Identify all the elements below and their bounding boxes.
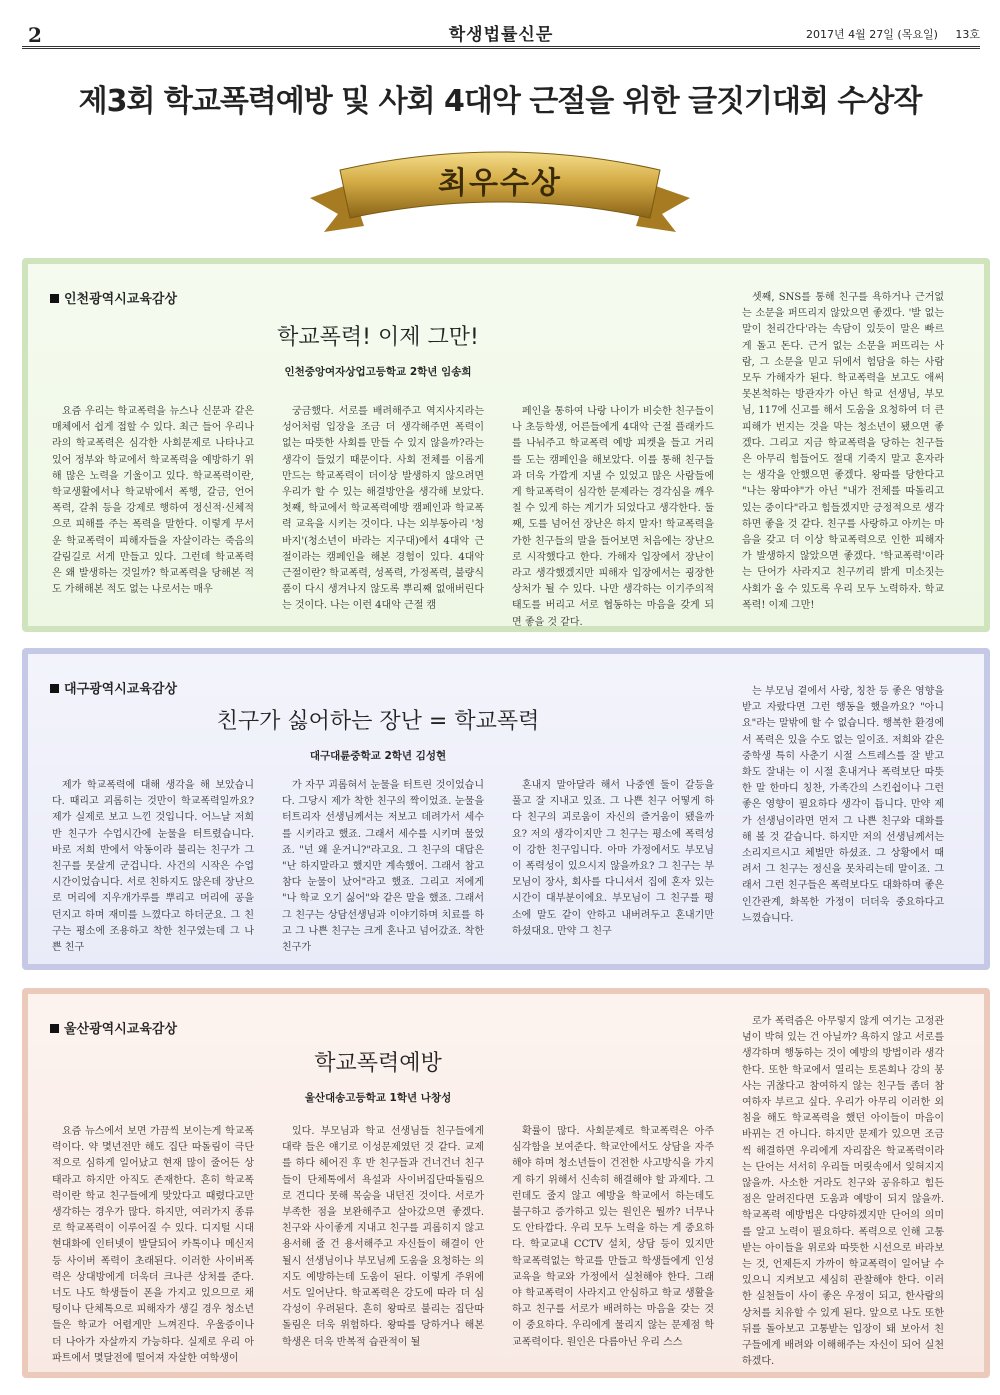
essay-column-3: 혼내지 말아달라 해서 나중엔 둘이 갈등을 풀고 잘 지내고 있죠. 그 나쁜 친구 어떻게 하다 친구의 괴로움이 자신의 즐거움이 됐을까요? 저의 생각이지만 그 친구는 평소에 폭력성이 강한 친구입니다. 아마 가정에서도 부모님이 폭력성이 있으시지 않을까요? 그 친구는 부모님이 장사, 회사를 다니셔서 집에 혼자 있는 시간이 대부분이에요. 부모님이 그 친구를 평소에 말도 같이 안하고 내버려두고 혼내기만 하셨대요. 만약 그 친구: [512, 780, 714, 937]
essay-title: 학교폭력예방: [314, 1051, 442, 1076]
essay-column-2: 궁금했다. 서로를 배려해주고 역지사지라는 성어처럼 입장을 조금 더 생각해주면 폭력이 없는 따뜻한 사회를 만들 수 있지 않을까?라는 생각이 들었기 때문이다. 사회 전체를 이롭게 만드는 학교폭력이 더이상 발생하지 않으려면 우리가 할 수 있는 해결방안을 생각해 보았다. 첫째, 학교에서 학교폭력예방 캠페인과 학교폭력 교육을 시키는 것이다. 나는 외부동아리 '청바지'(청소년이 바라는 지구대)에서 4대악 근절이라는 캠페인을 해본 경험이 있다. 4대악 근절이란? 학교폭력, 성폭력, 가정폭력, 불량식품이 다시 생겨나지 않도록 뿌리째 없애버린다는 것이다. 나는 이런 4대악 근절 캠: [282, 406, 484, 612]
essay-column-3: 페인을 통하여 나랑 나이가 비슷한 친구들이나 초등학생, 어른들에게 4대악 근절 플래카드를 나눠주고 학교폭력 예방 피켓을 들고 거리를 도는 캠페인을 해보았다. 이를 통해 친구들과 더욱 가깝게 지낼 수 있었고 많은 사람들에게 학교폭력이 심각한 문제라는 경각심을 깨우칠 수 있게 하는 계기가 되었다고 생각한다. 둘째, 도를 넘어선 장난은 하지 말자! 학교폭력을 가한 친구들의 말을 들어보면 처음에는 장난으로 시작했다고 한다. 가해자 입장에서 장난이라고 생각했겠지만 피해자 입장에서는 굉장한 상처가 될 수 있다. 나만 생각하는 이기주의적 태도를 버리고 서로 협동하는 마음을 갖게 되면 좋을 것 같다.: [512, 406, 714, 628]
essay-column-2: 있다. 부모님과 학교 선생님들 친구들에게 대략 들은 얘기로 이성문제였던 것 같다. 교제를 하다 헤어진 후 반 친구들과 건너건너 친구들이 단체톡에서 욕설과 사이버집단따돌림으로 견디다 못해 목숨을 내던진 것이다. 서로가 부족한 점을 보완해주고 살아갔으면 좋겠다. 친구와 사이좋게 지내고 친구를 괴롭히지 않고 용서해 줄 건 용서해주고 자신들이 해결이 안될시 선생님이나 부모님께 도움을 요청하는 의지도 예방하는데 도움이 된다. 이렇게 주위에서도 일어난다. 학교폭력은 강도에 따라 더 심각성이 우려된다. 흔히 왕따로 불리는 집단따돌림은 더욱 위험하다. 왕따를 당하거나 해본 학생은 더욱 반복적 습관적이 될: [282, 1126, 484, 1348]
essay-column-3: 확률이 많다. 사회문제로 학교폭력은 아주 심각함을 보여준다. 학교안에서도 상담을 자주 해야 하며 청소년들이 건전한 사고방식을 가지게 하기 위해서 신속히 해결해야 할 과제다. 그런데도 줄지 않고 예방을 학교에서 하는데도 불구하고 증가하고 있는 원인은 뭘까? 너무나도 안타깝다. 우리 모두 노력을 하는 게 중요하다. 학교교내 CCTV 설치, 상담 등이 있지만 학교폭력없는 학교를 만들고 학생들에게 인성교육을 학교와 가정에서 실천해야 한다. 그래야 학교폭력이 사라지고 안심하고 학교 생활을 하고 친구를 서로가 배려하는 마음을 갖는 것이 중요하다. 우리에게 물리지 않는 문제점 학교폭력이다. 원인은 다름아닌 우리 스스: [512, 1126, 714, 1348]
square-bullet-icon: [50, 1024, 59, 1033]
issue-date: 2017년 4월 27일 (목요일): [806, 28, 938, 41]
square-bullet-icon: [50, 684, 59, 693]
essay-column-4: 는 부모님 곁에서 사랑, 칭찬 등 좋은 영향을 받고 자랐다면 그런 행동을 했을까요? "아니요"라는 말밖에 할 수 없습니다. 행복한 환경에서 폭력은 있을 수도 없는 일이죠. 저희와 같은 중학생 특히 사춘기 시절 스트레스를 잘 받고 화도 잘내는 이 시절 혼내거나 폭력보단 따뜻한 말 한마디 칭찬, 가족간의 스킨쉽이나 그런 좋은 영향이 필요하다 생각이 듭니다. 만약 제가 선생님이라면 먼저 그 나쁜 친구와 대화를 해 볼 것 같습니다. 하지만 저의 선생님께서는 소리지르시고 체벌만 하셨죠. 그 상황에서 때려서 그 친구는 정신을 못차리는데 말이죠. 그래서 그런 친구들은 폭력보다도 대화하며 좋은 인간관계, 화목한 가정이 더더욱 중요하다고 느꼈습니다.: [742, 686, 944, 924]
essay-title: 학교폭력! 이제 그만!: [277, 325, 479, 350]
essay-title: 친구가 싫어하는 장난 = 학교폭력: [216, 709, 540, 734]
award-ribbon: [310, 140, 690, 240]
issue-info: [792, 27, 980, 43]
section-label: 대구광역시교육감상: [50, 678, 177, 697]
essay-column-1: 요즘 뉴스에서 보면 가끔씩 보이는게 학교폭력이다. 약 몇년전만 해도 집단 따돌림이 극단적으로 심하게 일어났고 현재 많이 줄어든 상태라고 하지만 아직도 존재한다. 흔히 학교폭력이란 학교 친구들에게 맞았다고 때렸다고만 생각하는 경우가 많다. 하지만, 여러가지 종류로 학교폭력이 이루어질 수 있다. 디지털 시대 현대화에 인터넷이 발달되어 카톡이나 메신저 등 사이버 폭력이 초래된다. 이러한 사이버폭력은 상대방에게 더욱더 크나큰 상처를 준다. 너도 나도 학생들이 폰을 가지고 있으므로 채팅이나 단체톡으로 피해자가 생길 경우 청소년들은 학교가 어렵게만 느껴진다. 우울증이나 더 나아가 자살까지 가능하다. 실제로 우리 아파트에서 몇달전에 떨어져 자살한 여학생이: [52, 1126, 254, 1364]
section-label: 인천광역시교육감상: [50, 288, 177, 307]
essay-column-4: 로가 폭력즘은 아무렇지 않게 여기는 고정관념이 박혀 있는 건 아닐까? 욕하지 않고 서로를 생각하며 행동하는 것이 예방의 방법이라 생각한다. 또한 학교에서 열리는 토론회나 강의 봉사는 귀찮다고 참여하지 않는 친구들 좀더 참여하자 부르고 싶다. 우리가 아무리 이러한 외침을 해도 학교폭력을 했던 아이들이 마음이 바뀌는 건 아니다. 하지만 문제가 있으면 조금씩 해결하면 우리에게 자리잡은 학교폭력이라는 단어는 서서히 우리들 머릿속에서 잊혀지지 않을까. 사소한 거라도 친구와 공유하고 힘든 점은 알려진다면 도움과 예방이 되지 않을까. 학교폭력 예방법은 다양하겠지만 단어의 의미를 알고 노력이 필요하다. 폭력으로 인해 고통받는 아이들을 위로와 따뜻한 시선으로 바라보는 것, 언제든지 가까이 학교폭력이 일어날 수 있으니 지켜보고 세심히 관찰해야 한다. 이러한 실천들이 사이 좋은 우정이 되고, 한사람의 상처를 치유할 수 있게 된다. 앞으로 나도 또한 뒤를 돌아보고 고통받는 입장이 돼 보아서 친구들에게 배려와 이해해주는 자신이 되어 실천하겠다.: [742, 1016, 944, 1368]
issue-number: 13호: [955, 28, 980, 41]
award-title: 최우수상: [438, 166, 562, 201]
essay-author: 울산대송고등학교 1학년 나창성: [304, 1092, 452, 1104]
essay-column-1: 요즘 우리는 학교폭력을 뉴스나 신문과 같은 매체에서 쉽게 접할 수 있다. 최근 들어 우리나라의 학교폭력은 심각한 사회문제로 나타나고 있어 정부와 학교에서 학교폭력을 예방하기 위해 많은 노력을 기울이고 있다. 학교폭력이란, 학교생활에서나 학교밖에서 폭행, 갈금, 언어폭력, 갈취 등을 강제로 행하여 정신적·신체적으로 피해를 주는 폭력을 말한다. 이렇게 무서운 학교폭력이 피해자들을 자살이라는 죽음의 갈림길로 서게 만들고 있다. 그런데 학교폭력은 왜 발생하는 것일까? 학교폭력을 당해본 적도 가해해본 적도 없는 나로서는 매우: [52, 406, 254, 596]
essay-panel-incheon: [22, 258, 990, 632]
essay-panel-ulsan: [22, 988, 990, 1378]
essay-author: 인천중앙여자상업고등학교 2학년 임송희: [284, 366, 472, 378]
page-number: 2: [28, 23, 42, 47]
masthead: [22, 24, 980, 49]
essay-column-2: 가 자꾸 괴롭혀서 눈물을 터트린 것이었습니다. 그당시 제가 착한 친구의 짝이었죠. 눈물을 터트리자 선생님께서는 저보고 데려가서 세수를 시키라고 했죠. 그래서 세수를 시키며 물었죠. "넌 왜 운거니?"라고요. 그 친구의 대답은 "난 하지말라고 했지만 계속했어. 그래서 참고 참다 눈물이 났어"라고 했죠. 그리고 저에게 "나 학교 오기 싫어"와 같은 말을 했죠. 그래서 그 친구는 상담선생님과 이야기하며 치료를 하고 그 나쁜 친구는 크게 혼나고 넘어갔죠. 착한 친구가: [282, 780, 484, 954]
essay-column-1: 제가 학교폭력에 대해 생각을 해 보았습니다. 때리고 괴롭히는 것만이 학교폭력일까요? 제가 실제로 보고 느낀 것입니다. 어느날 저희반 친구가 수업시간에 눈물을 터트렸습니다. 바로 저희 반에서 악동이라 불리는 친구가 그 친구를 못살게 군겁니다. 사건의 시작은 수업시간이었습니다. 서로 친하지도 않은데 장난으로 머리에 지우개가루를 뿌리고 머리에 공을 던지고 하며 재미를 느꼈다고 하더군요. 그 친구는 평소에 조용하고 착한 친구였는데 그 나쁜 친구: [52, 780, 254, 954]
essay-panel-daegu: [22, 648, 990, 970]
square-bullet-icon: [50, 294, 59, 303]
section-label: 울산광역시교육감상: [50, 1018, 177, 1037]
page-headline: 제3회 학교폭력예방 및 사회 4대악 근절을 위한 글짓기대회 수상작: [78, 84, 922, 119]
essay-author: 대구대륜중학교 2학년 김성현: [309, 750, 447, 762]
newspaper-name: 학생법률신문: [448, 25, 554, 45]
essay-column-4: 셋째, SNS를 통해 친구를 욕하거나 근거없는 소문을 퍼뜨리지 않았으면 좋겠다. '발 없는 말이 천리간다'라는 속담이 있듯이 말은 빠르게 돌고 돈다. 근거 없는 소문을 퍼뜨리는 사람, 그 소문을 믿고 뒤에서 험담을 하는 사람 모두 가해자가 된다. 학교폭력을 보고도 애써 못본척하는 방관자가 아닌 학교 선생님, 부모님, 117에 신고를 해서 도움을 요청하여 더 큰 피해가 번지는 것을 막는 청소년이 됐으면 좋겠다. 그리고 지금 학교폭력을 당하는 친구들은 아무리 힘들어도 절대 기죽지 말고 혼자라는 생각을 안했으면 좋겠다. 왕따를 당한다고 "나는 왕따야"가 아닌 "내가 전체를 따돌리고 있는 중이다"라고 힘들겠지만 긍정적으로 생각하면 좋을 것 같다. 친구를 사랑하고 아끼는 마음을 갖고 더 이상 학교폭력으로 인한 피해자가 발생하지 않았으면 좋겠다. '학교폭력'이라는 단어가 사라지고 친구끼리 밝게 미소짓는 사회가 올 수 있도록 우리 모두 노력하자. 학교폭력! 이제 그만!: [742, 292, 944, 611]
